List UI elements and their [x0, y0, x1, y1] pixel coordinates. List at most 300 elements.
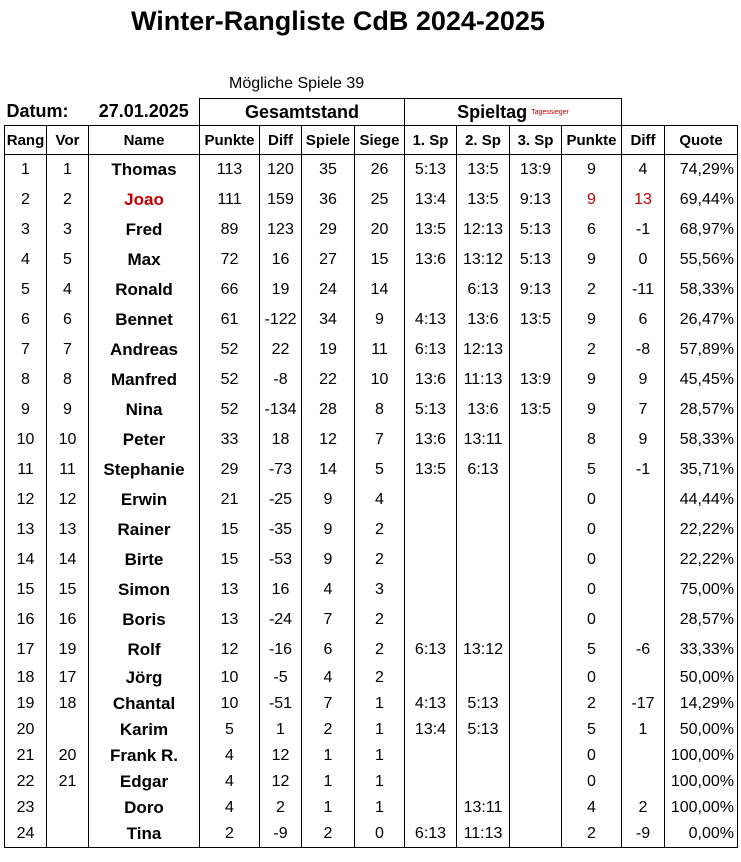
- cell-spiele: 1: [302, 743, 355, 769]
- ranking-table: [4, 98, 738, 848]
- possible-games-label: Mögliche Spiele 39: [229, 75, 365, 92]
- table-row: [5, 365, 738, 395]
- cell-spiele: 35: [302, 155, 355, 186]
- cell-sp1: [405, 575, 457, 605]
- cell-tp: 0: [562, 665, 622, 691]
- cell-diff: 16: [260, 575, 302, 605]
- cell-punkte: 10: [200, 691, 260, 717]
- cell-tp: 2: [562, 275, 622, 305]
- table-row: [5, 425, 738, 455]
- cell-siege: 25: [355, 185, 405, 215]
- cell-sp1: [405, 795, 457, 821]
- cell-rang: 7: [5, 335, 47, 365]
- cell-sp2: 6:13: [457, 455, 510, 485]
- cell-sp2: [457, 485, 510, 515]
- table-row: [5, 821, 738, 848]
- cell-spiele: 7: [302, 691, 355, 717]
- cell-punkte: 2: [200, 821, 260, 848]
- cell-sp1: 13:6: [405, 245, 457, 275]
- cell-diff: 19: [260, 275, 302, 305]
- cell-sp3: [510, 515, 562, 545]
- cell-quote: 68,97%: [665, 215, 738, 245]
- cell-vor: 6: [47, 305, 89, 335]
- cell-tp: 0: [562, 485, 622, 515]
- cell-name: Boris: [89, 605, 200, 635]
- table-row: [5, 395, 738, 425]
- cell-tp: 0: [562, 575, 622, 605]
- cell-quote: 100,00%: [665, 769, 738, 795]
- cell-td: -9: [622, 821, 665, 848]
- cell-vor: [47, 821, 89, 848]
- cell-diff: -9: [260, 821, 302, 848]
- cell-quote: 75,00%: [665, 575, 738, 605]
- cell-vor: 15: [47, 575, 89, 605]
- cell-rang: 14: [5, 545, 47, 575]
- cell-diff: -35: [260, 515, 302, 545]
- cell-spiele: 14: [302, 455, 355, 485]
- col-header-punkte: Punkte: [200, 126, 260, 155]
- cell-sp2: 13:6: [457, 305, 510, 335]
- cell-rang: 9: [5, 395, 47, 425]
- cell-siege: 2: [355, 545, 405, 575]
- cell-td: -11: [622, 275, 665, 305]
- cell-diff: -24: [260, 605, 302, 635]
- cell-spiele: 28: [302, 395, 355, 425]
- cell-spiele: 2: [302, 717, 355, 743]
- cell-sp3: [510, 485, 562, 515]
- cell-sp1: 13:6: [405, 425, 457, 455]
- cell-tp: 6: [562, 215, 622, 245]
- cell-vor: 3: [47, 215, 89, 245]
- cell-td: 0: [622, 245, 665, 275]
- cell-spiele: 29: [302, 215, 355, 245]
- cell-sp2: [457, 605, 510, 635]
- cell-sp2: 13:12: [457, 635, 510, 665]
- cell-rang: 15: [5, 575, 47, 605]
- cell-diff: 123: [260, 215, 302, 245]
- cell-spiele: 19: [302, 335, 355, 365]
- cell-siege: 10: [355, 365, 405, 395]
- cell-spiele: 4: [302, 665, 355, 691]
- cell-spiele: 6: [302, 635, 355, 665]
- cell-tp: 9: [562, 185, 622, 215]
- cell-sp1: 6:13: [405, 821, 457, 848]
- cell-vor: 18: [47, 691, 89, 717]
- cell-sp3: 13:9: [510, 155, 562, 186]
- cell-siege: 2: [355, 665, 405, 691]
- cell-sp2: 12:13: [457, 215, 510, 245]
- cell-punkte: 113: [200, 155, 260, 186]
- cell-td: -8: [622, 335, 665, 365]
- group-overall-header: Gesamtstand: [200, 99, 405, 126]
- cell-name: Erwin: [89, 485, 200, 515]
- table-row: [5, 185, 738, 215]
- cell-diff: 159: [260, 185, 302, 215]
- cell-name: Max: [89, 245, 200, 275]
- cell-punkte: 52: [200, 395, 260, 425]
- cell-punkte: 13: [200, 605, 260, 635]
- cell-name: Thomas: [89, 155, 200, 186]
- cell-diff: 12: [260, 769, 302, 795]
- cell-sp3: 13:5: [510, 395, 562, 425]
- cell-tp: 5: [562, 635, 622, 665]
- cell-sp2: 13:11: [457, 425, 510, 455]
- cell-punkte: 89: [200, 215, 260, 245]
- cell-quote: 50,00%: [665, 717, 738, 743]
- cell-rang: 2: [5, 185, 47, 215]
- cell-tp: 9: [562, 245, 622, 275]
- cell-siege: 1: [355, 717, 405, 743]
- cell-name: Nina: [89, 395, 200, 425]
- cell-diff: 16: [260, 245, 302, 275]
- cell-rang: 12: [5, 485, 47, 515]
- cell-diff: 22: [260, 335, 302, 365]
- cell-rang: 19: [5, 691, 47, 717]
- cell-rang: 24: [5, 821, 47, 848]
- cell-tp: 2: [562, 821, 622, 848]
- cell-quote: 26,47%: [665, 305, 738, 335]
- cell-punkte: 15: [200, 545, 260, 575]
- col-header-tag-diff: Diff: [622, 126, 665, 155]
- cell-sp2: [457, 575, 510, 605]
- cell-sp1: 13:5: [405, 215, 457, 245]
- cell-sp1: 13:4: [405, 185, 457, 215]
- cell-sp2: [457, 743, 510, 769]
- cell-td: -17: [622, 691, 665, 717]
- cell-spiele: 22: [302, 365, 355, 395]
- cell-sp3: 9:13: [510, 275, 562, 305]
- cell-sp1: 13:6: [405, 365, 457, 395]
- cell-rang: 11: [5, 455, 47, 485]
- cell-vor: 19: [47, 635, 89, 665]
- cell-siege: 20: [355, 215, 405, 245]
- col-header-siege: Siege: [355, 126, 405, 155]
- table-row: [5, 305, 738, 335]
- cell-rang: 8: [5, 365, 47, 395]
- cell-sp3: [510, 821, 562, 848]
- cell-quote: 33,33%: [665, 635, 738, 665]
- cell-siege: 7: [355, 425, 405, 455]
- cell-vor: 16: [47, 605, 89, 635]
- cell-spiele: 24: [302, 275, 355, 305]
- cell-quote: 100,00%: [665, 795, 738, 821]
- cell-sp3: [510, 635, 562, 665]
- cell-diff: 18: [260, 425, 302, 455]
- cell-quote: 58,33%: [665, 275, 738, 305]
- cell-tp: 5: [562, 455, 622, 485]
- cell-rang: 5: [5, 275, 47, 305]
- cell-sp1: [405, 769, 457, 795]
- cell-siege: 2: [355, 605, 405, 635]
- cell-siege: 14: [355, 275, 405, 305]
- cell-siege: 5: [355, 455, 405, 485]
- datum-value: 27.01.2025: [98, 101, 189, 122]
- cell-td: 9: [622, 425, 665, 455]
- cell-rang: 6: [5, 305, 47, 335]
- cell-diff: -16: [260, 635, 302, 665]
- table-row: [5, 155, 738, 186]
- cell-sp1: 5:13: [405, 395, 457, 425]
- cell-sp2: 13:5: [457, 185, 510, 215]
- cell-siege: 2: [355, 515, 405, 545]
- cell-sp2: [457, 545, 510, 575]
- cell-punkte: 13: [200, 575, 260, 605]
- cell-sp3: 13:5: [510, 305, 562, 335]
- cell-sp2: [457, 665, 510, 691]
- cell-vor: 2: [47, 185, 89, 215]
- cell-sp2: 11:13: [457, 821, 510, 848]
- cell-td: -1: [622, 215, 665, 245]
- cell-rang: 18: [5, 665, 47, 691]
- table-row: [5, 575, 738, 605]
- cell-td: -1: [622, 455, 665, 485]
- cell-sp2: 11:13: [457, 365, 510, 395]
- cell-siege: 1: [355, 769, 405, 795]
- cell-sp2: [457, 769, 510, 795]
- cell-siege: 15: [355, 245, 405, 275]
- cell-vor: 17: [47, 665, 89, 691]
- cell-vor: 12: [47, 485, 89, 515]
- cell-tp: 0: [562, 605, 622, 635]
- cell-sp1: 6:13: [405, 635, 457, 665]
- col-header-quote: Quote: [665, 126, 738, 155]
- cell-spiele: 27: [302, 245, 355, 275]
- cell-sp2: 5:13: [457, 717, 510, 743]
- table-row: [5, 245, 738, 275]
- cell-sp3: [510, 743, 562, 769]
- cell-td: [622, 485, 665, 515]
- cell-td: 7: [622, 395, 665, 425]
- cell-name: Simon: [89, 575, 200, 605]
- cell-td: 4: [622, 155, 665, 186]
- cell-td: 9: [622, 365, 665, 395]
- cell-sp3: [510, 335, 562, 365]
- cell-sp3: [510, 665, 562, 691]
- cell-tp: 4: [562, 795, 622, 821]
- col-header-tag-punkte: Punkte: [562, 126, 622, 155]
- cell-sp1: [405, 515, 457, 545]
- cell-punkte: 21: [200, 485, 260, 515]
- cell-name: Stephanie: [89, 455, 200, 485]
- cell-td: [622, 665, 665, 691]
- cell-quote: 50,00%: [665, 665, 738, 691]
- table-row: [5, 665, 738, 691]
- cell-punkte: 15: [200, 515, 260, 545]
- cell-diff: 120: [260, 155, 302, 186]
- table-row: [5, 545, 738, 575]
- cell-spiele: 12: [302, 425, 355, 455]
- cell-quote: 22,22%: [665, 545, 738, 575]
- cell-diff: -25: [260, 485, 302, 515]
- cell-td: [622, 515, 665, 545]
- cell-sp2: 6:13: [457, 275, 510, 305]
- cell-rang: 17: [5, 635, 47, 665]
- cell-punkte: 33: [200, 425, 260, 455]
- header-group-row: [5, 99, 738, 126]
- cell-siege: 1: [355, 743, 405, 769]
- cell-sp1: 13:5: [405, 455, 457, 485]
- cell-tp: 0: [562, 743, 622, 769]
- cell-diff: 12: [260, 743, 302, 769]
- cell-sp2: 13:5: [457, 155, 510, 186]
- cell-rang: 1: [5, 155, 47, 186]
- cell-spiele: 9: [302, 545, 355, 575]
- cell-name: Birte: [89, 545, 200, 575]
- cell-name: Joao: [89, 185, 200, 215]
- cell-quote: 0,00%: [665, 821, 738, 848]
- cell-sp1: 6:13: [405, 335, 457, 365]
- cell-spiele: 1: [302, 795, 355, 821]
- cell-siege: 4: [355, 485, 405, 515]
- cell-punkte: 4: [200, 795, 260, 821]
- cell-sp3: 13:9: [510, 365, 562, 395]
- cell-tp: 8: [562, 425, 622, 455]
- table-row: [5, 769, 738, 795]
- cell-sp2: 13:6: [457, 395, 510, 425]
- cell-sp3: [510, 455, 562, 485]
- cell-punkte: 111: [200, 185, 260, 215]
- cell-rang: 22: [5, 769, 47, 795]
- col-header-spiele: Spiele: [302, 126, 355, 155]
- cell-td: -6: [622, 635, 665, 665]
- cell-sp3: [510, 717, 562, 743]
- tagessieger-note: Tagessieger: [531, 109, 569, 117]
- cell-diff: -51: [260, 691, 302, 717]
- cell-vor: 13: [47, 515, 89, 545]
- cell-rang: 13: [5, 515, 47, 545]
- cell-name: Jörg: [89, 665, 200, 691]
- cell-sp2: [457, 515, 510, 545]
- cell-spiele: 9: [302, 485, 355, 515]
- table-row: [5, 795, 738, 821]
- datum-label: Datum:: [6, 101, 69, 122]
- cell-vor: [47, 717, 89, 743]
- cell-td: [622, 743, 665, 769]
- cell-name: Peter: [89, 425, 200, 455]
- cell-diff: -134: [260, 395, 302, 425]
- cell-td: 13: [622, 185, 665, 215]
- cell-spiele: 36: [302, 185, 355, 215]
- cell-sp2: 12:13: [457, 335, 510, 365]
- col-header-vor: Vor: [47, 126, 89, 155]
- cell-tp: 0: [562, 515, 622, 545]
- cell-sp2: 13:11: [457, 795, 510, 821]
- cell-tp: 0: [562, 769, 622, 795]
- cell-quote: 55,56%: [665, 245, 738, 275]
- cell-punkte: 52: [200, 335, 260, 365]
- cell-tp: 9: [562, 365, 622, 395]
- cell-diff: -8: [260, 365, 302, 395]
- cell-name: Karim: [89, 717, 200, 743]
- cell-punkte: 72: [200, 245, 260, 275]
- cell-sp3: [510, 425, 562, 455]
- cell-tp: 0: [562, 545, 622, 575]
- col-header-diff: Diff: [260, 126, 302, 155]
- col-header-sp1: 1. Sp: [405, 126, 457, 155]
- cell-name: Rolf: [89, 635, 200, 665]
- cell-sp1: 4:13: [405, 305, 457, 335]
- cell-quote: 100,00%: [665, 743, 738, 769]
- cell-name: Chantal: [89, 691, 200, 717]
- cell-name: Edgar: [89, 769, 200, 795]
- cell-tp: 5: [562, 717, 622, 743]
- cell-tp: 2: [562, 335, 622, 365]
- cell-spiele: 34: [302, 305, 355, 335]
- cell-td: [622, 769, 665, 795]
- cell-punkte: 12: [200, 635, 260, 665]
- cell-siege: 2: [355, 635, 405, 665]
- cell-siege: 26: [355, 155, 405, 186]
- cell-siege: 8: [355, 395, 405, 425]
- cell-vor: 9: [47, 395, 89, 425]
- cell-diff: -73: [260, 455, 302, 485]
- cell-quote: 28,57%: [665, 395, 738, 425]
- cell-rang: 23: [5, 795, 47, 821]
- cell-sp1: [405, 275, 457, 305]
- cell-vor: 21: [47, 769, 89, 795]
- cell-siege: 9: [355, 305, 405, 335]
- cell-vor: 20: [47, 743, 89, 769]
- cell-sp2: 5:13: [457, 691, 510, 717]
- cell-spiele: 7: [302, 605, 355, 635]
- cell-spiele: 2: [302, 821, 355, 848]
- cell-rang: 21: [5, 743, 47, 769]
- cell-name: Fred: [89, 215, 200, 245]
- table-row: [5, 335, 738, 365]
- cell-siege: 3: [355, 575, 405, 605]
- cell-sp3: [510, 691, 562, 717]
- table-row: [5, 485, 738, 515]
- group-matchday-header: [405, 99, 622, 126]
- cell-quote: 58,33%: [665, 425, 738, 455]
- cell-rang: 3: [5, 215, 47, 245]
- cell-name: Bennet: [89, 305, 200, 335]
- cell-td: 6: [622, 305, 665, 335]
- cell-sp3: [510, 575, 562, 605]
- cell-sp1: [405, 545, 457, 575]
- cell-siege: 11: [355, 335, 405, 365]
- table-row: [5, 455, 738, 485]
- cell-rang: 4: [5, 245, 47, 275]
- cell-sp1: 13:4: [405, 717, 457, 743]
- cell-sp3: [510, 769, 562, 795]
- cell-punkte: 4: [200, 743, 260, 769]
- cell-vor: 7: [47, 335, 89, 365]
- cell-vor: 1: [47, 155, 89, 186]
- cell-name: Frank R.: [89, 743, 200, 769]
- cell-sp3: [510, 795, 562, 821]
- cell-td: [622, 545, 665, 575]
- cell-name: Andreas: [89, 335, 200, 365]
- cell-td: [622, 575, 665, 605]
- group-matchday-label: Spieltag: [457, 101, 528, 122]
- cell-vor: 14: [47, 545, 89, 575]
- cell-sp1: [405, 743, 457, 769]
- cell-quote: 44,44%: [665, 485, 738, 515]
- cell-sp1: 4:13: [405, 691, 457, 717]
- cell-quote: 45,45%: [665, 365, 738, 395]
- cell-tp: 9: [562, 395, 622, 425]
- cell-name: Doro: [89, 795, 200, 821]
- cell-vor: 10: [47, 425, 89, 455]
- col-header-name: Name: [89, 126, 200, 155]
- cell-name: Manfred: [89, 365, 200, 395]
- cell-spiele: 1: [302, 769, 355, 795]
- cell-quote: 28,57%: [665, 605, 738, 635]
- cell-name: Tina: [89, 821, 200, 848]
- cell-vor: 4: [47, 275, 89, 305]
- cell-tp: 9: [562, 155, 622, 186]
